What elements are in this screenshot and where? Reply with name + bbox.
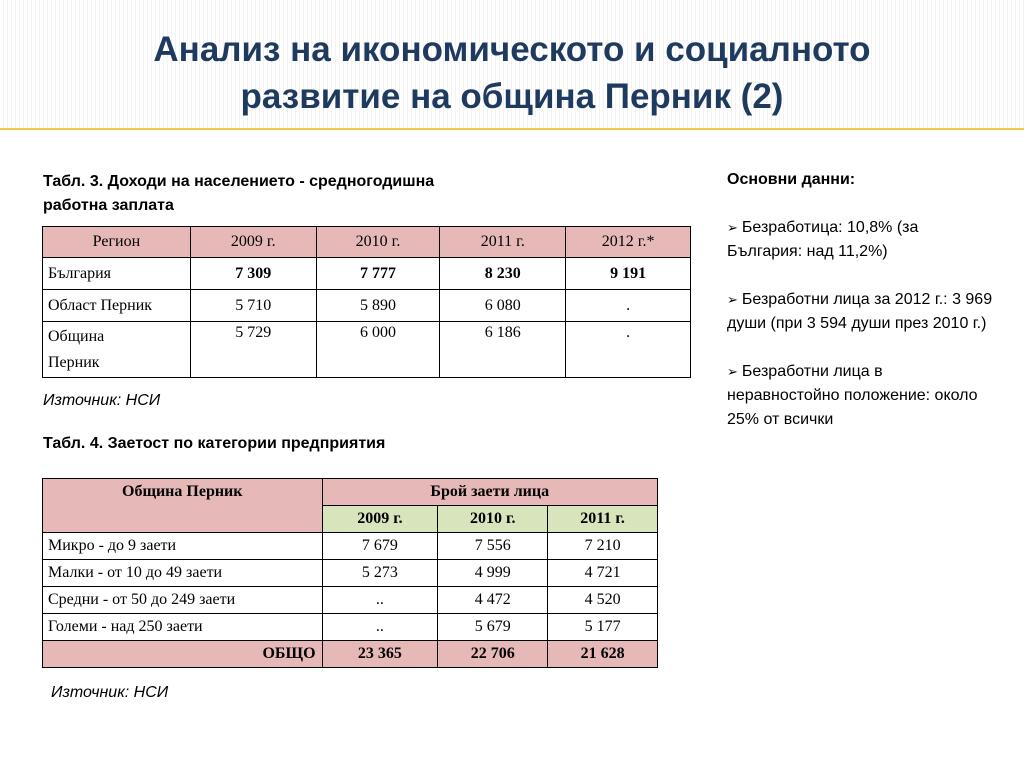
key-data-text: Безработица: 10,8% (за България: над 11,2%) bbox=[727, 219, 919, 260]
table-cell: . bbox=[566, 290, 691, 322]
total-label: ОБЩО bbox=[43, 641, 323, 668]
column-header: 2010 г. bbox=[316, 227, 440, 258]
table3-source: Източник: НСИ bbox=[43, 392, 161, 409]
income-table bbox=[42, 226, 691, 378]
key-data-item bbox=[727, 288, 997, 336]
column-header: Община Перник bbox=[43, 479, 323, 533]
row-label: България bbox=[43, 258, 191, 290]
table-cell: 8 230 bbox=[440, 258, 566, 290]
row-label-line-1: Община bbox=[48, 328, 105, 345]
employment-table bbox=[42, 478, 658, 668]
total-row bbox=[43, 641, 658, 668]
table-cell: 4 999 bbox=[438, 560, 548, 587]
table-cell: .. bbox=[322, 614, 438, 641]
table-cell: 5 177 bbox=[548, 614, 658, 641]
table-cell: 7 309 bbox=[190, 258, 316, 290]
table-cell: 5 890 bbox=[316, 290, 440, 322]
table4-source: Източник: НСИ bbox=[51, 684, 169, 701]
table-cell: 4 472 bbox=[438, 587, 548, 614]
table-cell: 6 186 bbox=[440, 322, 566, 378]
key-data-text: Безработни лица за 2012 г.: 3 969 души (при 3 594 души през 2010 г.) bbox=[727, 291, 993, 332]
slide-title bbox=[0, 26, 1024, 120]
column-header: Регион bbox=[43, 227, 191, 258]
row-label: Област Перник bbox=[43, 290, 191, 322]
title-divider bbox=[0, 128, 1024, 130]
arrow-bullet-icon: ➢ bbox=[727, 220, 738, 235]
column-header: 2011 г. bbox=[548, 506, 658, 533]
column-header: 2009 г. bbox=[322, 506, 438, 533]
table-row bbox=[43, 587, 658, 614]
column-group-header: Брой заети лица bbox=[322, 479, 657, 506]
column-header: 2011 г. bbox=[440, 227, 566, 258]
column-header: 2009 г. bbox=[190, 227, 316, 258]
table-cell: 7 679 bbox=[322, 533, 438, 560]
table-row bbox=[43, 258, 691, 290]
column-header: 2012 г.* bbox=[566, 227, 691, 258]
table-cell: 21 628 bbox=[548, 641, 658, 668]
table-cell: 5 729 bbox=[190, 322, 316, 378]
key-data-heading: Основни данни: bbox=[727, 171, 856, 188]
table-cell: 7 777 bbox=[316, 258, 440, 290]
table-row bbox=[43, 614, 658, 641]
table-cell: 6 080 bbox=[440, 290, 566, 322]
arrow-bullet-icon: ➢ bbox=[727, 364, 738, 379]
table-row bbox=[43, 560, 658, 587]
table-cell: 5 710 bbox=[190, 290, 316, 322]
table-cell: 5 679 bbox=[438, 614, 548, 641]
row-label: Средни - от 50 до 249 заети bbox=[43, 587, 323, 614]
row-label: Микро - до 9 заети bbox=[43, 533, 323, 560]
row-label bbox=[43, 322, 191, 378]
table-cell: 7 556 bbox=[438, 533, 548, 560]
table-cell: 4 721 bbox=[548, 560, 658, 587]
table-cell: . bbox=[566, 322, 691, 378]
key-data-panel bbox=[727, 168, 997, 456]
table-row bbox=[43, 290, 691, 322]
table-header-row bbox=[43, 479, 658, 506]
table-cell: 22 706 bbox=[438, 641, 548, 668]
table4-caption: Табл. 4. Заетост по категории предприятия bbox=[43, 435, 386, 452]
key-data-item bbox=[727, 216, 997, 264]
slide-title-line-1: Анализ на икономическото и социалното bbox=[153, 30, 871, 69]
table-cell: 6 000 bbox=[316, 322, 440, 378]
row-label-line-2: Перник bbox=[48, 354, 100, 371]
key-data-item bbox=[727, 360, 997, 432]
column-header: 2010 г. bbox=[438, 506, 548, 533]
slide-title-line-2: развитие на община Перник (2) bbox=[240, 77, 784, 116]
table-header-row bbox=[43, 227, 691, 258]
table-row bbox=[43, 322, 691, 378]
table-row bbox=[43, 533, 658, 560]
table3-caption bbox=[43, 170, 434, 218]
table-cell: .. bbox=[322, 587, 438, 614]
table-cell: 23 365 bbox=[322, 641, 438, 668]
arrow-bullet-icon: ➢ bbox=[727, 292, 738, 307]
key-data-text: Безработни лица в неравностойно положение: около 25% от всички bbox=[727, 363, 978, 428]
row-label: Малки - от 10 до 49 заети bbox=[43, 560, 323, 587]
table-cell: 7 210 bbox=[548, 533, 658, 560]
row-label: Големи - над 250 заети bbox=[43, 614, 323, 641]
table-cell: 9 191 bbox=[566, 258, 691, 290]
table3-caption-line-1: Табл. 3. Доходи на населението - средногодишна bbox=[43, 173, 435, 190]
table3-caption-line-2: работна заплата bbox=[43, 197, 174, 214]
table-cell: 4 520 bbox=[548, 587, 658, 614]
table-cell: 5 273 bbox=[322, 560, 438, 587]
